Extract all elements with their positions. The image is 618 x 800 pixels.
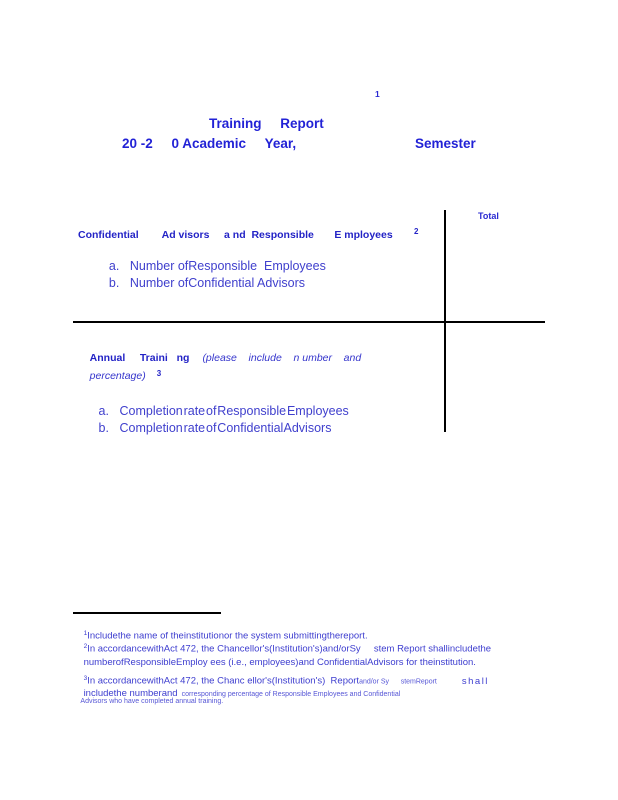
- title-footnote-ref: 1: [375, 89, 380, 99]
- footnote-2-ref: 2: [83, 643, 88, 650]
- footnote-2-text-line2: numberofResponsibleEmploy ees (i.e., employees)and ConfidentialAdvisors for theinstitution.: [83, 657, 476, 668]
- list-item-label: Completion rate of Responsible Employees: [119, 404, 349, 418]
- section2-heading-bold: Annual Traini ng: [89, 352, 190, 364]
- list-marker: b.: [108, 276, 120, 290]
- table-row-divider: [73, 321, 545, 323]
- list-marker: b.: [98, 421, 109, 435]
- list-item-label: Number ofResponsible Employees: [129, 259, 326, 273]
- section1-footnote-ref: 2: [414, 227, 419, 236]
- footnote-3-text-shall: shall: [461, 675, 489, 687]
- footnote-separator: [73, 612, 221, 614]
- list-item-completion-rate-advisors: [95, 407, 331, 449]
- footnote-3-line2-normal: includethe numberand: [83, 688, 178, 699]
- list-item-confidential-advisors: [95, 262, 305, 304]
- footnote-3-ref: 3: [83, 675, 88, 682]
- section2-heading-line2: [78, 357, 161, 394]
- section1-heading: Confidential Ad visors a nd Responsible E mployees: [78, 229, 393, 241]
- section2-footnote-ref: 3: [156, 369, 162, 378]
- section2-heading-italic: (please include n umber and: [202, 352, 362, 364]
- footnote-2-text-line1: In accordancewithAct 472, the Chancellor's(Institution's)and/orSy stem Report shallincludethe: [87, 643, 492, 655]
- list-marker: a.: [108, 259, 120, 273]
- total-column-header: Total: [478, 211, 499, 221]
- footnote-1-ref: 1: [83, 630, 88, 637]
- list-item-label: Number ofConfidential Advisors: [129, 276, 305, 290]
- footnote-3-line2-small: corresponding percentage of Responsible Employees and Confidential: [181, 691, 401, 698]
- section2-heading-italic-cont: percentage): [89, 370, 146, 382]
- academic-year-line: 20 -2 0 Academic Year,: [122, 136, 297, 151]
- document-title: Training Report: [209, 116, 324, 131]
- footnote-3-text-small: and/or Sy stemReport: [359, 678, 437, 686]
- footnote-3-line3-small: Advisors who have completed annual training.: [80, 698, 224, 705]
- semester-label: Semester: [415, 136, 476, 151]
- footnote-3-line3: [73, 691, 223, 712]
- footnote-3-text-normal: In accordancewithAct 472, the Chanc ellor's(Institution's) Report: [87, 675, 360, 687]
- list-item-label: Completion rate of Confidential Advisors: [119, 421, 332, 435]
- list-marker: a.: [98, 404, 109, 418]
- footnote-1-text: Includethe name of theinstitutionor the system submittingthereport.: [87, 630, 368, 642]
